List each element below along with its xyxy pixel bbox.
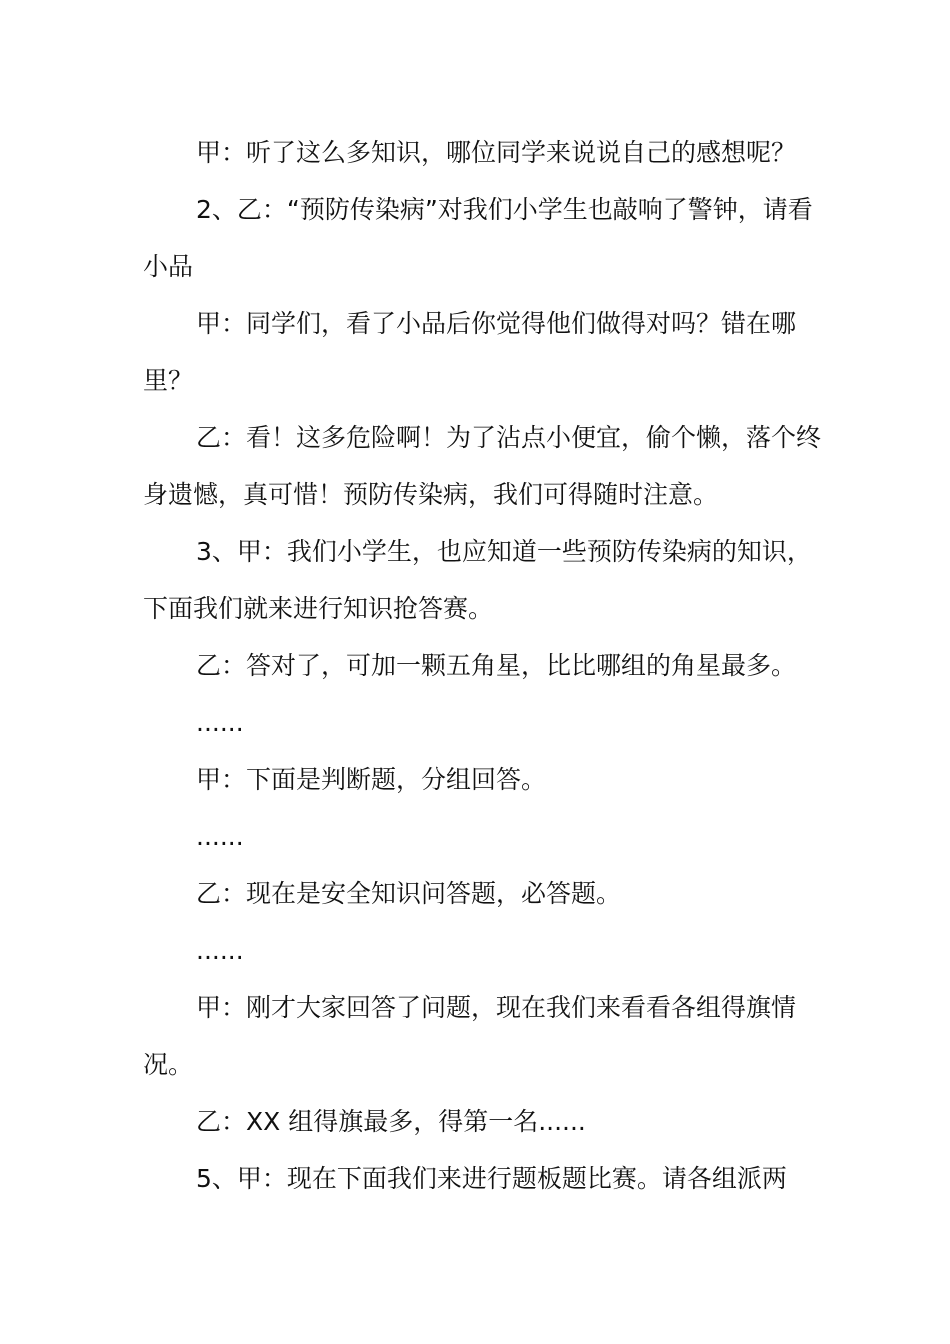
paragraph-11: 5、甲：现在下面我们来进行题板题比赛。请各组派两 — [196, 1164, 787, 1193]
ellipsis-3: ...... — [196, 936, 244, 965]
ellipsis-1: ...... — [196, 708, 244, 737]
ellipsis-2: ...... — [196, 822, 244, 851]
paragraph-10: 乙：XX 组得旗最多，得第一名...... — [196, 1107, 586, 1136]
paragraph-5: 3、甲：我们小学生，也应知道一些预防传染病的知识，下面我们就来进行知识抢答赛。 — [143, 537, 812, 623]
paragraph-8: 乙：现在是安全知识问答题，必答题。 — [196, 879, 622, 908]
paragraph-4: 乙：看！这多危险啊！为了沾点小便宜，偷个懒，落个终身遗憾，真可惜！预防传染病，我们可得随时注意。 — [143, 423, 822, 509]
paragraph-9: 甲：刚才大家回答了问题，现在我们来看看各组得旗情况。 — [143, 993, 797, 1079]
paragraph-7: 甲：下面是判断题，分组回答。 — [196, 765, 547, 794]
paragraph-6: 乙：答对了，可加一颗五角星，比比哪组的角星最多。 — [196, 651, 797, 680]
paragraph-2: 2、乙：“预防传染病”对我们小学生也敲响了警钟，请看小品 — [143, 195, 813, 281]
paragraph-1: 甲：听了这么多知识，哪位同学来说说自己的感想呢？ — [196, 138, 797, 167]
paragraph-3: 甲：同学们，看了小品后你觉得他们做得对吗？错在哪里？ — [143, 309, 797, 395]
document-body — [143, 124, 833, 1207]
